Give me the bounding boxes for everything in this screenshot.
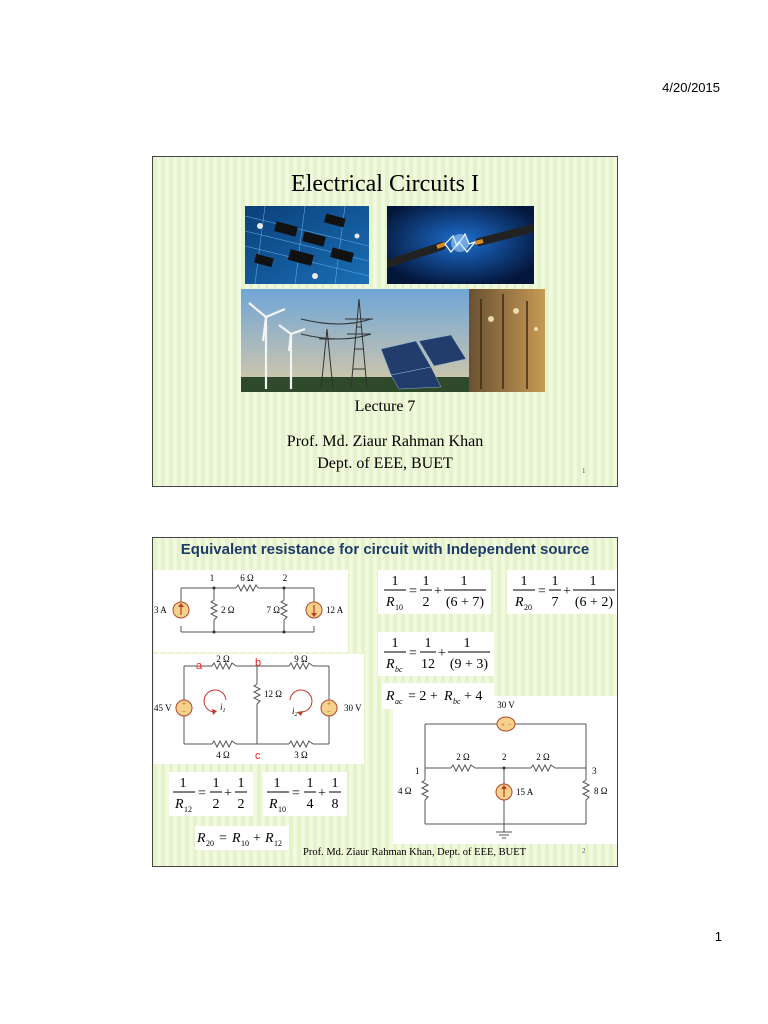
c2-node-c: c (255, 750, 261, 762)
svg-text:ac: ac (395, 697, 403, 706)
slide-1-title: Electrical Circuits I (291, 171, 479, 197)
svg-text:12: 12 (184, 805, 192, 814)
electric-spark-wires-photo (387, 206, 534, 284)
svg-text:1: 1 (422, 574, 430, 589)
svg-text:10: 10 (395, 603, 403, 612)
svg-text:+: + (253, 831, 261, 846)
svg-text:1: 1 (551, 574, 559, 589)
c2-r-bottom-right-label: 3 Ω (294, 750, 308, 760)
svg-text:+: + (224, 786, 232, 801)
page-date: 4/20/2015 (662, 80, 720, 95)
c2-r-mid-label: 12 Ω (264, 689, 282, 699)
svg-text:1: 1 (179, 776, 187, 791)
svg-text:+ 4: + 4 (464, 689, 483, 704)
svg-text:10: 10 (241, 839, 249, 848)
svg-text:20: 20 (524, 603, 532, 612)
svg-text:1: 1 (391, 636, 399, 651)
circuit-diagram-2 (154, 654, 364, 764)
svg-text:=: = (409, 646, 417, 661)
circuit-board-photo (245, 206, 369, 284)
equation-r20-b (195, 826, 289, 850)
c1-src-left-label: 3 A (154, 605, 167, 615)
svg-text:R: R (197, 831, 206, 846)
svg-text:R: R (515, 595, 524, 610)
svg-text:2: 2 (212, 797, 220, 812)
svg-text:R: R (444, 689, 453, 704)
svg-text:2: 2 (422, 595, 430, 610)
department: Dept. of EEE, BUET (317, 455, 453, 472)
svg-text:+: + (327, 700, 331, 708)
svg-text:R: R (386, 595, 395, 610)
c1-node-2-label: 2 (282, 573, 288, 583)
c2-src-left-label: 45 V (154, 703, 172, 713)
circuit-diagram-1 (154, 570, 348, 652)
equation-r20-a (507, 570, 617, 614)
svg-text:bc: bc (453, 697, 461, 706)
c3-r-left-label: 4 Ω (398, 786, 412, 796)
svg-text:+: + (438, 646, 446, 661)
equation-r10-a (378, 570, 491, 614)
svg-text:R: R (269, 797, 278, 812)
slide-number: 2 (582, 847, 586, 855)
c3-r-left-top-label: 2 Ω (456, 752, 470, 762)
svg-text:1: 1 (331, 776, 339, 791)
c2-r-ab-label: 2 Ω (216, 654, 230, 664)
svg-text:bc: bc (395, 665, 403, 674)
slide-2-title: Equivalent resistance for circuit with Independent source (180, 541, 590, 558)
svg-text:+: + (318, 786, 326, 801)
c1-r-top-label: 6 Ω (240, 573, 254, 583)
svg-text:R: R (265, 831, 274, 846)
slide-2-footer: Prof. Md. Ziaur Rahman Khan, Dept. of EEE, BUET (303, 847, 527, 858)
svg-text:1: 1 (463, 636, 471, 651)
svg-text:1: 1 (391, 574, 399, 589)
c3-src-top-label: 30 V (497, 700, 515, 710)
svg-text:1: 1 (237, 776, 245, 791)
equation-r10-b (263, 772, 347, 816)
svg-text:R: R (175, 797, 184, 812)
slide-1 (152, 156, 618, 487)
c3-node-2: 2 (502, 752, 507, 762)
svg-text:+: + (501, 721, 505, 729)
svg-text:12: 12 (274, 839, 282, 848)
c2-r-bottom-left-label: 4 Ω (216, 750, 230, 760)
svg-text:7: 7 (551, 595, 559, 610)
svg-text:= 2 +: = 2 + (408, 689, 438, 704)
svg-text:1: 1 (424, 636, 432, 651)
c2-node-a: a (196, 660, 203, 672)
c3-r-right-label: 8 Ω (594, 786, 608, 796)
c3-node-3: 3 (592, 766, 597, 776)
svg-text:=: = (409, 584, 417, 599)
svg-text:12: 12 (421, 657, 435, 672)
svg-text:−: − (508, 721, 512, 729)
svg-text:1: 1 (212, 776, 220, 791)
circuit-diagram-3 (393, 696, 617, 844)
c2-node-b: b (255, 657, 262, 669)
svg-text:(9 + 3): (9 + 3) (449, 657, 489, 672)
svg-text:10: 10 (278, 805, 286, 814)
svg-text:(6 + 7): (6 + 7) (445, 595, 485, 610)
svg-text:8: 8 (331, 797, 339, 812)
svg-text:+: + (563, 584, 571, 599)
svg-text:4: 4 (306, 797, 314, 812)
slide-2 (152, 537, 618, 867)
svg-text:1: 1 (306, 776, 314, 791)
svg-text:=: = (198, 786, 206, 801)
c2-i1-label: $i_1$ (220, 702, 226, 714)
svg-text:2: 2 (237, 797, 245, 812)
svg-text:−: − (327, 708, 331, 716)
svg-text:1: 1 (460, 574, 468, 589)
svg-text:R: R (386, 657, 395, 672)
svg-text:1: 1 (520, 574, 528, 589)
equation-rac (382, 683, 494, 709)
svg-text:=: = (219, 831, 227, 846)
c3-src-mid-label: 15 A (516, 787, 534, 797)
equation-rbc (378, 632, 494, 676)
svg-text:+: + (434, 584, 442, 599)
c1-r-left-label: 2 Ω (221, 605, 235, 615)
svg-text:(6 + 2): (6 + 2) (574, 595, 614, 610)
c1-node-1-label: 1 (209, 573, 215, 583)
svg-text:+: + (182, 700, 186, 708)
c2-r-top-right-label: 9 Ω (294, 654, 308, 664)
svg-text:20: 20 (206, 839, 214, 848)
svg-text:=: = (538, 584, 546, 599)
svg-text:−: − (182, 708, 186, 716)
author-name: Prof. Md. Ziaur Rahman Khan (286, 433, 484, 450)
c1-src-right-label: 12 A (326, 605, 344, 615)
equation-r12 (169, 772, 253, 816)
page-number: 1 (714, 929, 722, 944)
lecture-label: Lecture 7 (354, 398, 416, 415)
svg-text:R: R (232, 831, 241, 846)
power-generation-collage-photo (241, 289, 545, 392)
slide-number: 1 (582, 467, 586, 475)
svg-text:1: 1 (273, 776, 281, 791)
c1-r-right-label: 7 Ω (266, 605, 280, 615)
c2-src-right-label: 30 V (344, 703, 362, 713)
c2-i2-label: $i_2$ (292, 706, 298, 718)
c3-r-right-top-label: 2 Ω (536, 752, 550, 762)
svg-text:=: = (292, 786, 300, 801)
c3-node-1: 1 (415, 766, 420, 776)
svg-text:R: R (386, 689, 395, 704)
svg-text:1: 1 (589, 574, 597, 589)
